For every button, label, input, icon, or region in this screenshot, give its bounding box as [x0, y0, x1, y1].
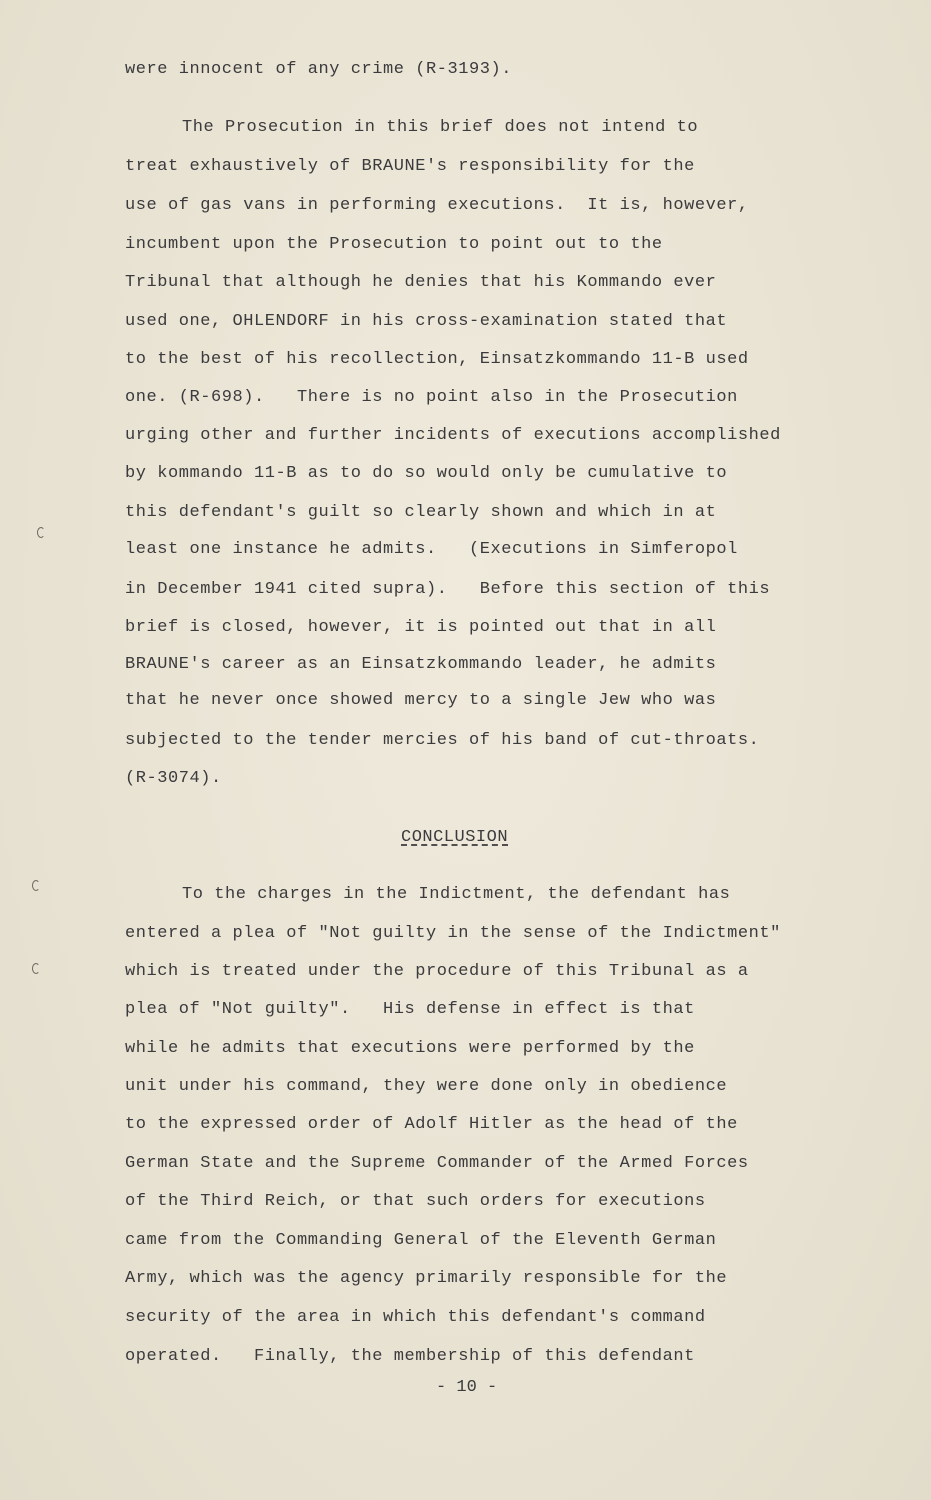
body-text-line: German State and the Supreme Commander of the Armed Forces — [125, 1154, 749, 1173]
punch-hole-mark — [37, 527, 45, 538]
paragraph-first-line: To the charges in the Indictment, the defendant has — [182, 885, 731, 904]
body-text-line: while he admits that executions were performed by the — [125, 1039, 695, 1058]
body-text-line: operated. Finally, the membership of this defendant — [125, 1347, 695, 1366]
body-text-line: (R-3074). — [125, 769, 222, 788]
body-text-line: incumbent upon the Prosecution to point out to the — [125, 235, 663, 254]
body-text-line: security of the area in which this defendant's command — [125, 1308, 706, 1327]
body-text-line: use of gas vans in performing executions. It is, however, — [125, 196, 749, 215]
body-text-line: entered a plea of "Not guilty in the sense of the Indictment" — [125, 924, 781, 943]
body-text-line: Army, which was the agency primarily responsible for the — [125, 1269, 728, 1288]
body-text-line: subjected to the tender mercies of his band of cut-throats. — [125, 731, 760, 750]
body-text-line: came from the Commanding General of the Eleventh German — [125, 1231, 717, 1250]
punch-hole-mark — [32, 963, 40, 974]
body-text-line: least one instance he admits. (Executions in Simferopol — [125, 540, 738, 559]
body-text-line: used one, OHLENDORF in his cross-examination stated that — [125, 312, 728, 331]
body-text-line: by kommando 11-B as to do so would only be cumulative to — [125, 464, 728, 483]
body-text-line: in December 1941 cited supra). Before this section of this — [125, 580, 771, 599]
body-text-line: plea of "Not guilty". His defense in effect is that — [125, 1000, 695, 1019]
section-heading: CONCLUSION — [401, 828, 509, 847]
body-text-line: which is treated under the procedure of this Tribunal as a — [125, 962, 749, 981]
body-text-line: that he never once showed mercy to a single Jew who was — [125, 691, 717, 710]
body-text-line: BRAUNE's career as an Einsatzkommando leader, he admits — [125, 655, 717, 674]
body-text-line: treat exhaustively of BRAUNE's responsibility for the — [125, 157, 695, 176]
body-text-line: brief is closed, however, it is pointed out that in all — [125, 618, 717, 637]
body-text-line: to the best of his recollection, Einsatzkommando 11-B used — [125, 350, 749, 369]
body-text-line: were innocent of any crime (R-3193). — [125, 60, 513, 79]
body-text-line: one. (R-698). There is no point also in the Prosecution — [125, 388, 738, 407]
body-text-line: this defendant's guilt so clearly shown and which in at — [125, 503, 717, 522]
body-text-line: Tribunal that although he denies that his Kommando ever — [125, 273, 717, 292]
body-text-line: urging other and further incidents of executions accomplished — [125, 426, 781, 445]
body-text-line: unit under his command, they were done only in obedience — [125, 1077, 728, 1096]
page-number: - 10 - — [436, 1378, 498, 1397]
paragraph-first-line: The Prosecution in this brief does not intend to — [182, 118, 699, 137]
body-text-line: of the Third Reich, or that such orders for executions — [125, 1192, 706, 1211]
punch-hole-mark — [32, 880, 40, 891]
body-text-line: to the expressed order of Adolf Hitler as the head of the — [125, 1115, 738, 1134]
